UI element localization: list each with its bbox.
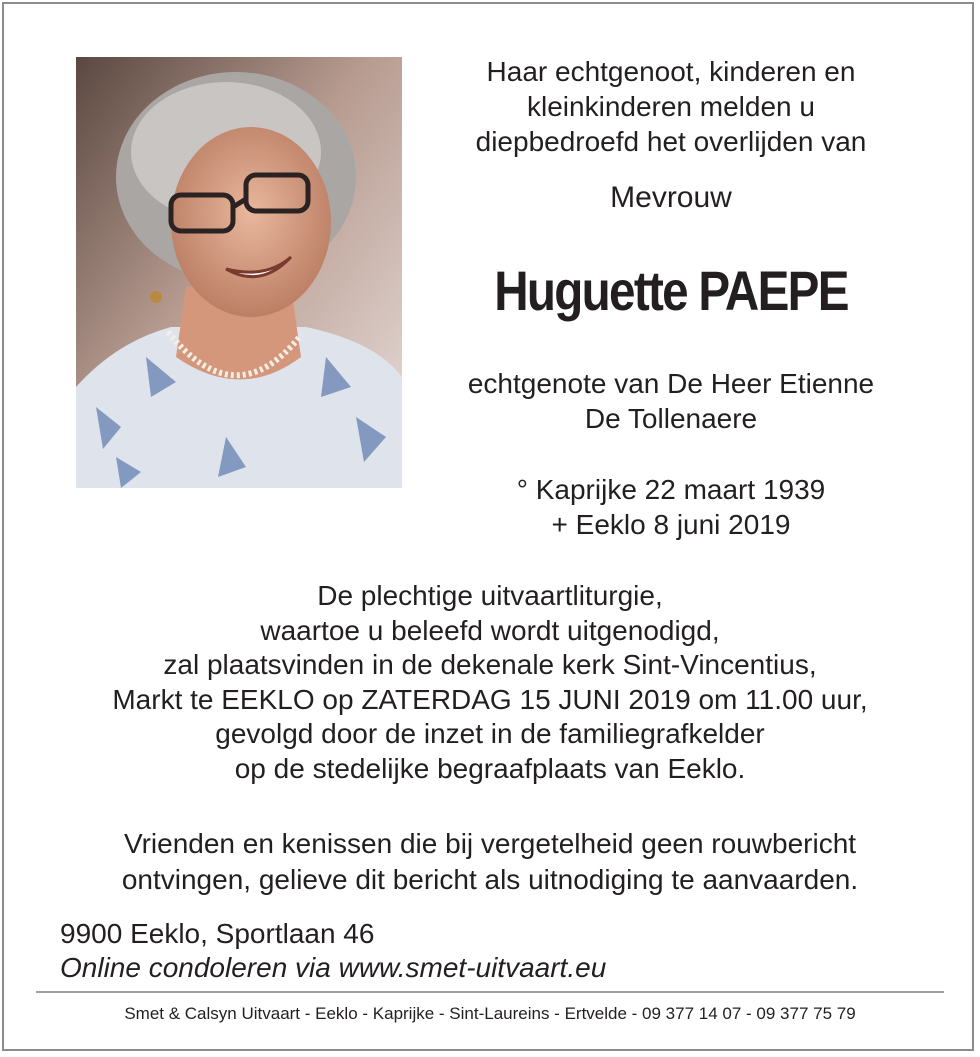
honorific: Mevrouw xyxy=(610,181,732,214)
spouse-line: De Tollenaere xyxy=(584,403,758,434)
intro-line: diepbedroefd het overlijden van xyxy=(475,126,867,157)
spouse-line: echtgenote van De Heer Etienne xyxy=(467,368,875,399)
funeral-home-footer: Smet & Calsyn Uitvaart - Eeklo - Kaprijke - Sint-Laureins - Ertvelde - 09 377 14 07 - 09 377 75 79 xyxy=(124,1004,856,1023)
intro-line: kleinkinderen melden u xyxy=(527,91,815,122)
birth-date: ° Kaprijke 22 maart 1939 xyxy=(516,474,826,505)
spouse-text xyxy=(432,366,910,436)
online-condolence: Online condoleren via www.smet-uitvaart.eu xyxy=(60,952,607,983)
funeral-line: zal plaatsvinden in de dekenale kerk Sint-Vincentius, xyxy=(163,649,817,680)
funeral-line: gevolgd door de inzet in de familiegrafkelder xyxy=(215,718,765,749)
friends-line: ontvingen, gelieve dit bericht als uitnodiging te aanvaarden. xyxy=(121,864,859,895)
funeral-line: waartoe u beleefd wordt uitgenodigd, xyxy=(260,614,720,646)
portrait-photo xyxy=(76,57,402,488)
funeral-line: Markt te EEKLO op ZATERDAG 15 JUNI 2019 om 11.00 uur, xyxy=(112,683,868,715)
divider xyxy=(36,991,944,993)
friends-line: Vrienden en kenissen die bij vergetelheid geen rouwbericht xyxy=(123,828,857,859)
deceased-name: Huguette PAEPE xyxy=(494,259,848,322)
friends-notice xyxy=(40,826,940,898)
funeral-details xyxy=(40,579,940,786)
funeral-line: De plechtige uitvaartliturgie, xyxy=(317,580,663,611)
funeral-line: op de stedelijke begraafplaats van Eeklo. xyxy=(234,752,746,784)
life-dates xyxy=(432,472,910,542)
intro-line: Haar echtgenoot, kinderen en xyxy=(486,56,856,87)
death-date: + Eeklo 8 juni 2019 xyxy=(551,509,791,540)
home-address: 9900 Eeklo, Sportlaan 46 xyxy=(60,918,375,949)
intro-text xyxy=(432,54,910,159)
